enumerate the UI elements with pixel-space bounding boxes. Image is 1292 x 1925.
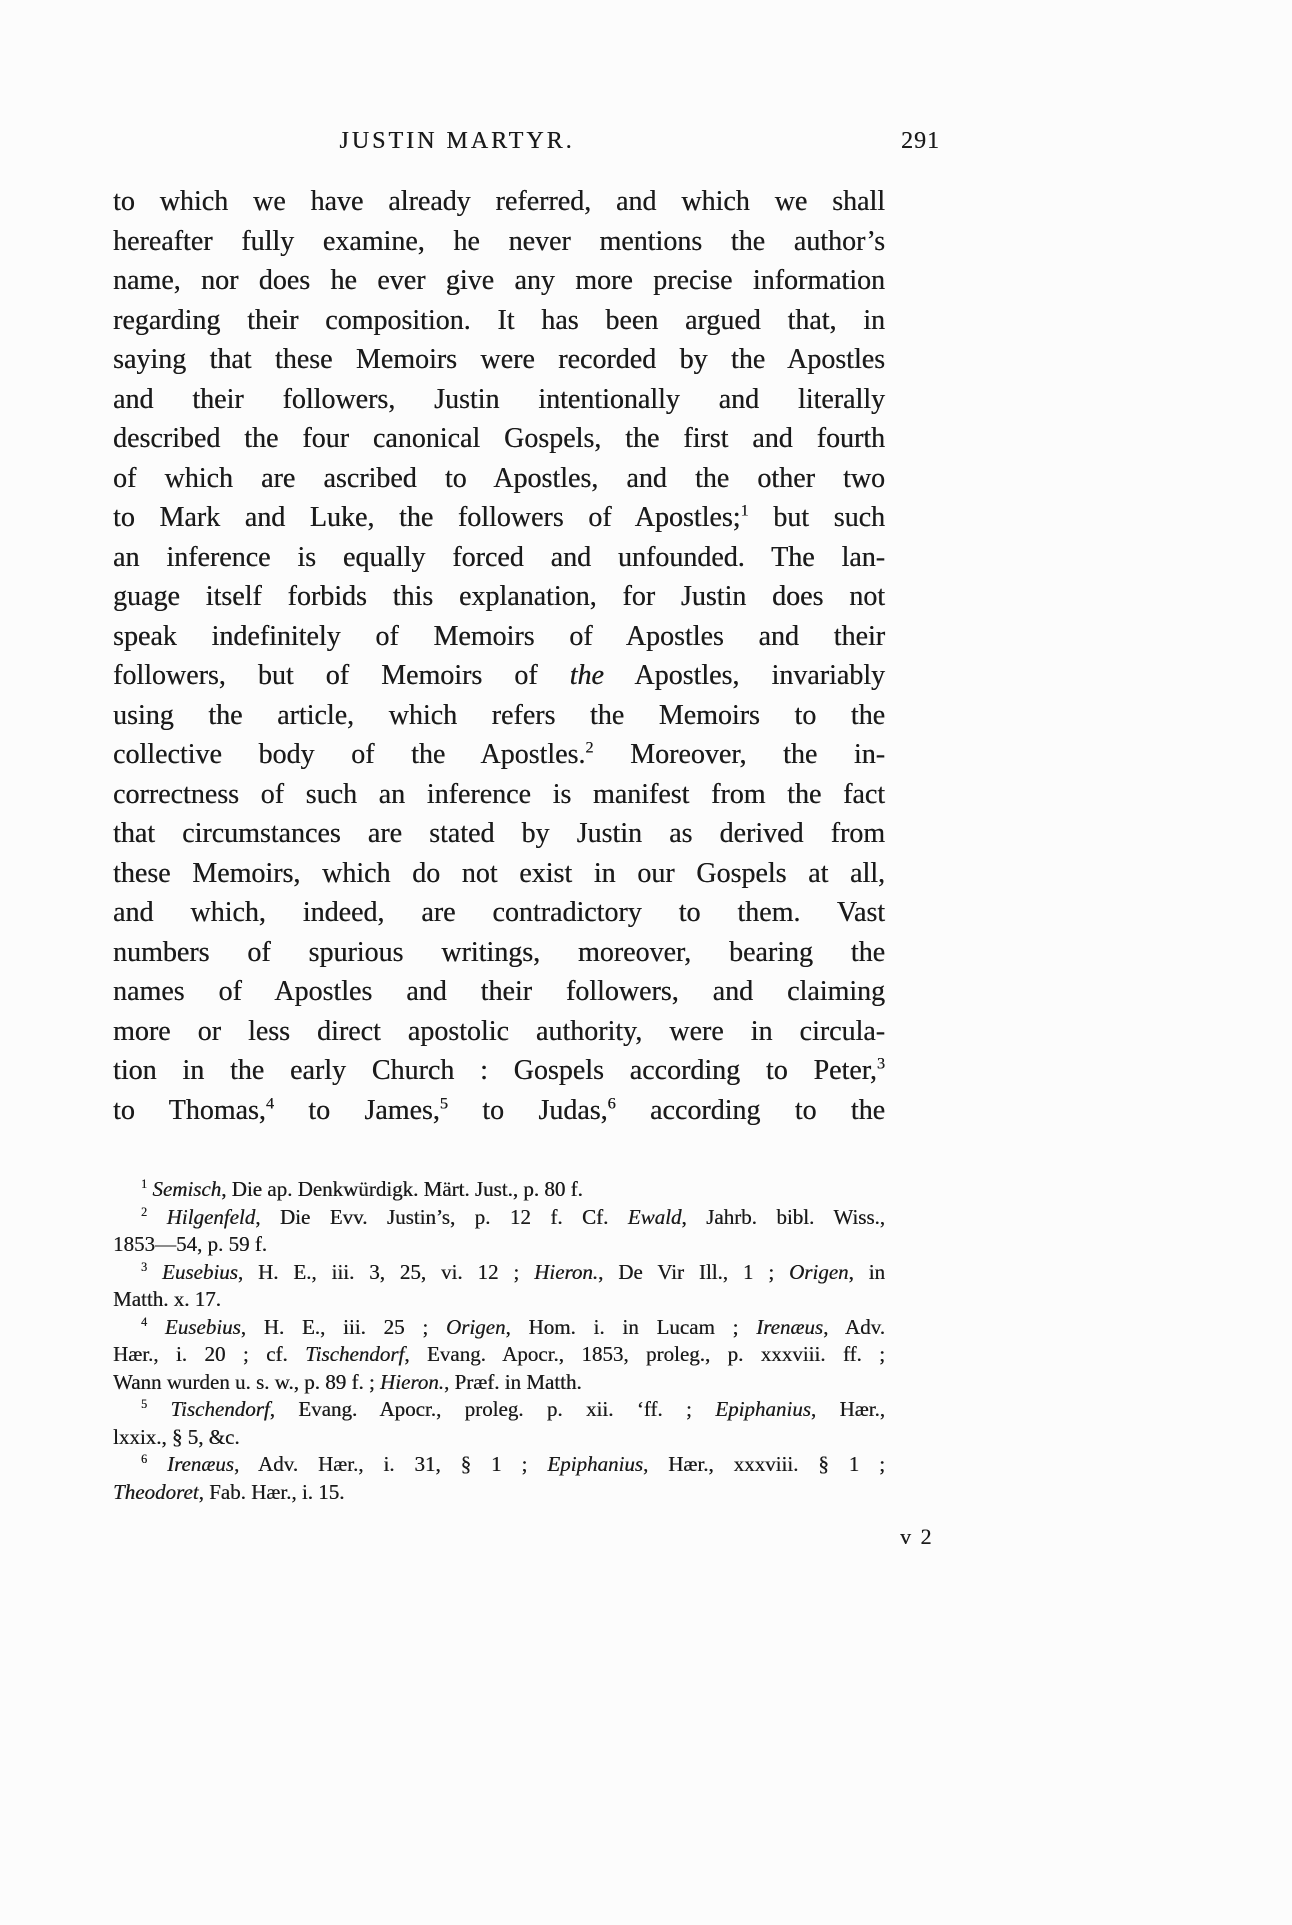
text-run: followers, but of Memoirs of	[113, 660, 570, 691]
footnote-line	[113, 1286, 885, 1314]
italic-text: Epiphanius	[547, 1452, 643, 1476]
footnote-line	[113, 1341, 885, 1369]
footnote-line	[113, 1259, 885, 1287]
footnote	[113, 1314, 885, 1397]
text-run: , Adv.	[823, 1314, 885, 1339]
italic-text: Epiphanius	[715, 1397, 811, 1421]
body-line	[113, 656, 885, 696]
italic-text: Eusebius	[164, 1314, 241, 1339]
text-run: , Præf. in Matth.	[443, 1369, 582, 1394]
text-run	[147, 1260, 162, 1284]
body-line	[113, 577, 885, 617]
text-run: and which, indeed, are contradictory to them. Vast	[113, 897, 885, 928]
footnote	[113, 1204, 885, 1259]
italic-text: Irenæus	[167, 1452, 234, 1476]
footnote-line	[113, 1479, 885, 1507]
italic-text: Ewald	[627, 1204, 682, 1229]
text-run: , H. E., iii. 25 ;	[240, 1314, 446, 1339]
text-run: Moreover, the in-	[593, 739, 885, 770]
text-run: numbers of spurious writings, moreover, bearing the	[113, 936, 885, 968]
body-line	[113, 182, 885, 222]
body-line	[113, 775, 885, 815]
italic-text: Hieron.	[534, 1259, 599, 1284]
body-line	[113, 933, 885, 973]
text-run: Matth. x. 17.	[113, 1287, 221, 1311]
text-run: Hær., i. 20 ; cf.	[113, 1342, 306, 1366]
body-line	[113, 538, 885, 578]
text-run: an inference is equally forced and unfounded. The lan-	[113, 541, 885, 573]
italic-text: Origen	[445, 1314, 506, 1339]
footnote	[113, 1451, 885, 1506]
footnote-marker: 6	[141, 1452, 148, 1466]
italic-text: Origen	[789, 1259, 849, 1284]
text-run: but such	[748, 502, 885, 533]
body-line	[113, 380, 885, 420]
body-line	[113, 814, 885, 854]
footnote-marker: 5	[141, 1397, 148, 1411]
body-line	[113, 893, 885, 933]
footnote-line	[113, 1176, 885, 1204]
italic-text: Theodoret	[113, 1479, 199, 1504]
italic-text: Eusebius	[162, 1259, 238, 1284]
footnote-marker: 2	[585, 738, 594, 757]
text-run: , Hær.,	[810, 1397, 886, 1421]
text-run: , in	[848, 1259, 885, 1284]
body-line	[113, 222, 885, 262]
body-line	[113, 419, 885, 459]
body-line	[113, 340, 885, 380]
text-run: of which are ascribed to Apostles, and the other two	[113, 462, 885, 494]
text-run: that circumstances are stated by Justin as derived from	[113, 818, 885, 849]
text-run: names of Apostles and their followers, and claiming	[113, 976, 885, 1007]
body-line	[113, 301, 885, 341]
text-run: to Mark and Luke, the followers of Apostles;	[113, 502, 741, 533]
text-run: to James,	[273, 1094, 440, 1126]
body-line	[113, 696, 885, 736]
body-line	[113, 972, 885, 1012]
page-content	[113, 128, 940, 1506]
footnote-marker: 2	[141, 1204, 148, 1219]
body-line	[113, 261, 885, 301]
text-run: , Die Evv. Justin’s, p. 12 f. Cf.	[255, 1204, 628, 1229]
text-run: Apostles, invariably	[603, 660, 885, 691]
body-line	[113, 617, 885, 657]
text-run: collective body of the Apostles.	[113, 739, 586, 770]
text-run	[147, 1452, 167, 1476]
body-line	[113, 459, 885, 499]
text-run: to Judas,	[447, 1094, 608, 1126]
footnote-marker: 3	[141, 1259, 148, 1274]
text-run	[147, 1205, 166, 1229]
text-run: , Die ap. Denkwürdigk. Märt. Just., p. 80 f.	[221, 1177, 583, 1201]
footnote-marker: 4	[265, 1094, 274, 1113]
text-run: , Hær., xxxviii. § 1 ;	[642, 1452, 885, 1476]
italic-text: Hieron.	[380, 1369, 444, 1394]
italic-text: Tischendorf	[170, 1397, 270, 1421]
text-run: lxxix., § 5, &c.	[113, 1424, 240, 1449]
italic-text: Hilgenfeld	[166, 1204, 256, 1229]
text-run: tion in the early Church : Gospels according to Peter,	[113, 1055, 877, 1086]
text-run: , Evang. Apocr., 1853, proleg., p. xxxviii. ff. ;	[404, 1342, 885, 1366]
text-run: regarding their composition. It has been argued that, in	[113, 304, 885, 336]
page-number: 291	[901, 128, 940, 154]
footnote-line	[113, 1231, 885, 1259]
body-line	[113, 498, 885, 538]
page-header	[113, 128, 940, 155]
text-run: Wann wurden u. s. w., p. 89 f. ;	[113, 1369, 380, 1394]
text-run: , Jahrb. bibl. Wiss.,	[681, 1204, 886, 1229]
italic-text: Irenæus	[756, 1314, 824, 1339]
text-run: using the article, which refers the Memoirs to the	[113, 699, 885, 731]
text-run: correctness of such an inference is manifest from the fact	[113, 778, 885, 810]
text-run: , Fab. Hær., i. 15.	[198, 1479, 345, 1504]
footnote-line	[113, 1369, 885, 1397]
text-run: these Memoirs, which do not exist in our Gospels at all,	[113, 857, 885, 889]
body-line	[113, 854, 885, 894]
text-run: , De Vir Ill., 1 ;	[598, 1259, 790, 1284]
text-run: described the four canonical Gospels, the first and fourth	[113, 423, 885, 454]
footnote-line	[113, 1314, 885, 1342]
footnote-line	[113, 1396, 885, 1424]
body-line	[113, 1051, 885, 1091]
footnote-line	[113, 1451, 885, 1479]
footnote-line	[113, 1204, 885, 1232]
footnote-marker: 3	[876, 1054, 885, 1073]
footnote-marker: 1	[141, 1177, 148, 1191]
text-run: hereafter fully examine, he never mentions the author’s	[113, 225, 885, 257]
footnote-marker: 4	[141, 1314, 148, 1329]
text-run: , H. E., iii. 3, 25, vi. 12 ;	[237, 1259, 535, 1284]
body-line	[113, 1091, 885, 1131]
body-line	[113, 735, 885, 775]
text-run: saying that these Memoirs were recorded by the Apostles	[113, 344, 885, 375]
text-run: to Thomas,	[113, 1094, 266, 1126]
footnote-marker: 5	[439, 1094, 448, 1113]
running-title: JUSTIN MARTYR.	[339, 128, 575, 154]
text-run: 1853—54, p. 59 f.	[113, 1232, 267, 1256]
footnote	[113, 1396, 885, 1451]
text-run: , Hom. i. in Lucam ;	[505, 1314, 757, 1339]
text-run: more or less direct apostolic authority, were in circula-	[113, 1015, 885, 1047]
footnote-marker: 6	[607, 1094, 616, 1113]
text-run: , Evang. Apocr., proleg. p. xii. ‘ff. ;	[269, 1397, 716, 1421]
text-run: according to the	[615, 1094, 885, 1126]
body-line	[113, 1012, 885, 1052]
signature-mark: v 2	[900, 1524, 934, 1549]
footnotes	[113, 1176, 885, 1506]
footnote-line	[113, 1424, 885, 1452]
italic-text: the	[569, 660, 604, 691]
footnote-marker: 1	[740, 501, 749, 520]
text-run: guage itself forbids this explanation, for Justin does not	[113, 581, 885, 612]
footnote	[113, 1259, 885, 1314]
text-run: name, nor does he ever give any more precise information	[113, 265, 885, 296]
italic-text: Semisch	[152, 1177, 222, 1201]
text-run	[147, 1315, 165, 1339]
italic-text: Tischendorf	[305, 1342, 405, 1366]
text-run	[147, 1397, 170, 1421]
text-run: to which we have already referred, and which we shall	[113, 186, 885, 217]
text-run: , Adv. Hær., i. 31, § 1 ;	[233, 1452, 548, 1476]
footnote	[113, 1176, 885, 1204]
text-run: and their followers, Justin intentionally and literally	[113, 383, 885, 415]
body-paragraph	[113, 182, 885, 1130]
text-run: speak indefinitely of Memoirs of Apostles and their	[113, 620, 885, 652]
